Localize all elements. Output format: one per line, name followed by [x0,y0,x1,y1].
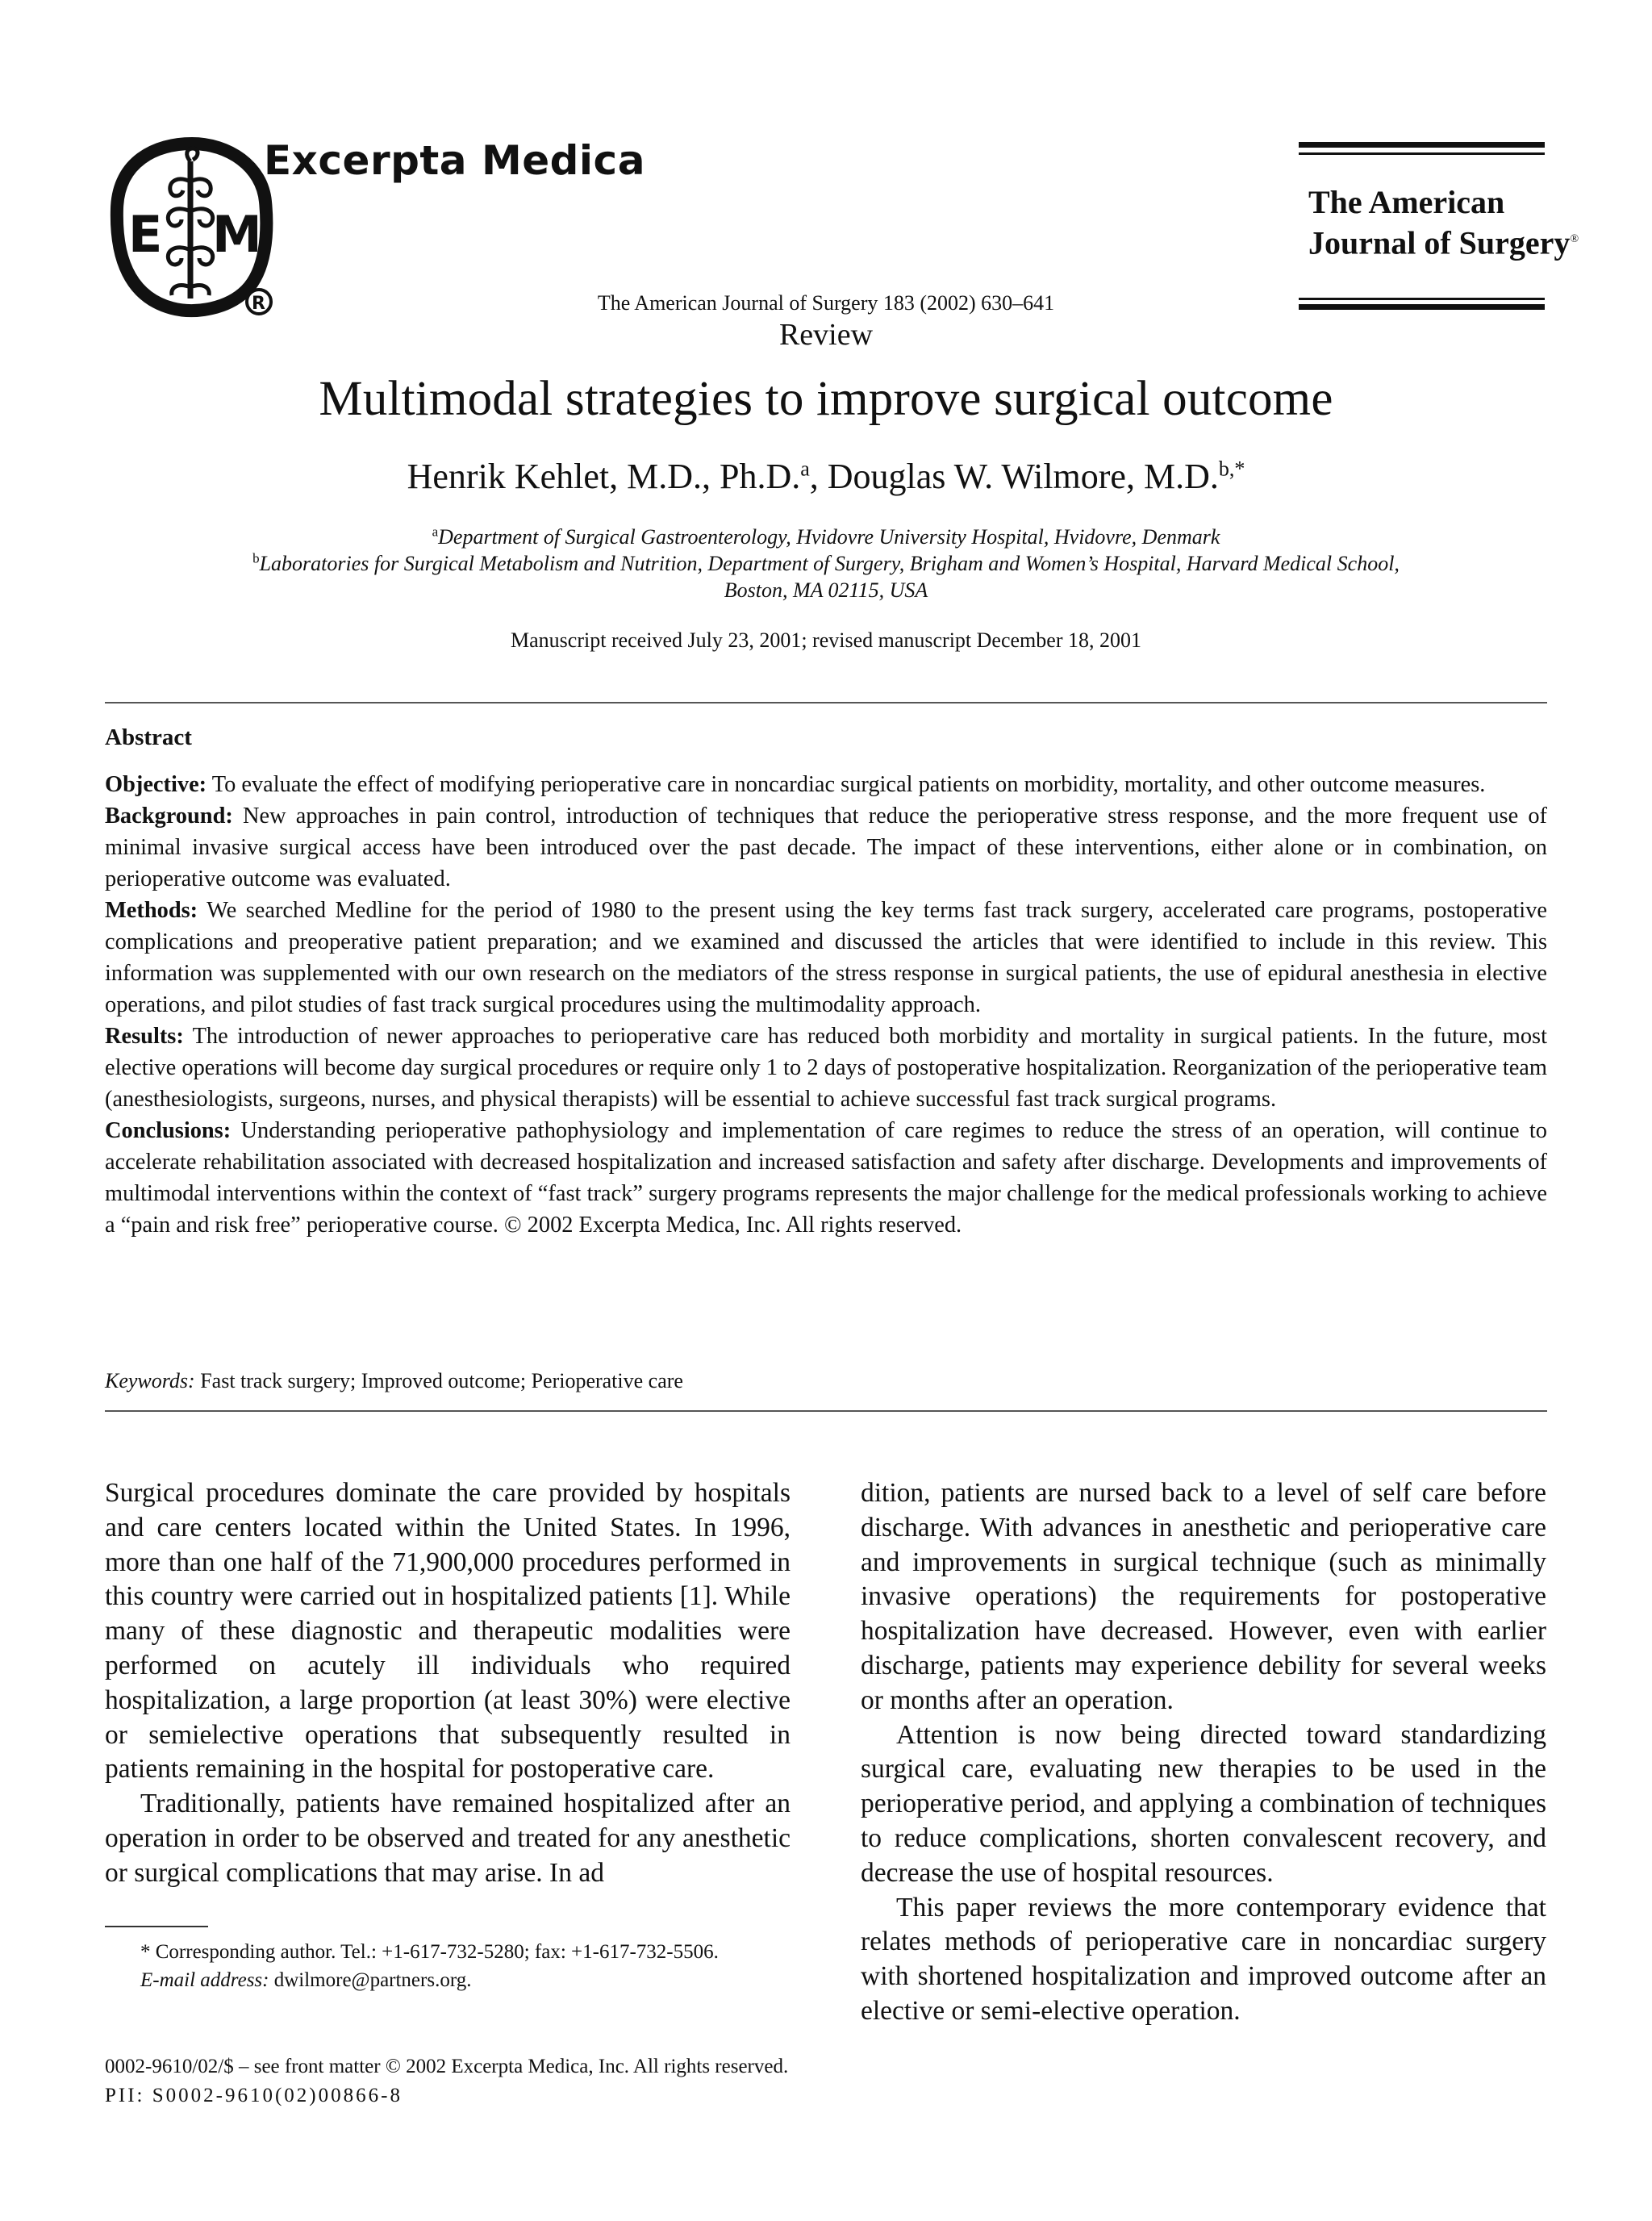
body-paragraph: Traditionally, patients have remained hospitalized after an operation in order to be observed and treated for any anesthetic or surgical complications that may arise. In ad [105,1789,791,1888]
abstract-section-label: Background: [105,804,233,829]
author-name: Douglas W. Wilmore, M.D. [827,457,1219,496]
journal-rule-top [1299,142,1545,148]
keywords-text: Fast track surgery; Improved outcome; Perioperative care [194,1369,683,1392]
abstract-conclusions [105,1115,1547,1241]
email-address[interactable]: dwilmore@partners.org. [269,1969,472,1991]
abstract-body [105,769,1547,1241]
body-column-right [861,1476,1546,2029]
issn-line: 0002-9610/02/$ – see front matter © 2002 Excerpta Medica, Inc. All rights reserved. [105,2056,789,2077]
journal-brand-mark: ® [1570,233,1579,245]
journal-brand-line2 [1308,221,1579,261]
email-note [105,1966,791,1994]
abstract-section-text: New approaches in pain control, introduction of techniques that reduce the perioperative stress response, and the more frequent use of minimal invasive surgical access have been introduced over the past decade. The impact of these interventions, either alone or in combination, on perioperative outcome was evaluated. [105,804,1547,891]
journal-brand-line1: The American [1308,184,1505,220]
abstract-section-label: Conclusions: [105,1118,232,1143]
body-column-left [105,1476,791,1891]
svg-text:R: R [252,294,265,314]
keywords [105,1369,683,1393]
author-name: Henrik Kehlet, M.D., Ph.D. [407,457,801,496]
abstract-heading: Abstract [105,724,192,750]
affiliation-mark: a [432,524,439,540]
corresponding-author-note: * Corresponding author. Tel.: +1-617-732-5280; fax: +1-617-732-5506. [140,1941,719,1963]
journal-citation-text: The American Journal of Surgery 183 (2002) 630–641 [597,291,1055,315]
abstract-section-label: Results: [105,1024,184,1049]
affiliation-text: Laboratories for Surgical Metabolism and Nutrition, Department of Surgery, Brigham and Women’s Hospital, Harvard Medical School, [259,552,1400,575]
footnote-rule [105,1926,208,1927]
footnote [105,1938,791,1994]
divider [105,1410,1547,1412]
abstract-section-text: The introduction of newer approaches to perioperative care has reduced both morbidity and mortality in surgical patients. In the future, most elective operations will become day surgical procedures or require only 1 to 2 days of postoperative hospitalization. Reorganization of the perioperative team (anesthesiologists, surgeons, nurses, and physical therapists) will be essential to achieve successful fast track surgical programs. [105,1024,1547,1112]
journal-citation [0,291,1652,315]
manuscript-dates: Manuscript received July 23, 2001; revised manuscript December 18, 2001 [511,628,1141,652]
abstract-section-text: To evaluate the effect of modifying perioperative care in noncardiac surgical patients on morbidity, mortality, and other outcome measures. [206,772,1486,797]
email-label: E-mail address: [140,1969,269,1991]
abstract-background [105,800,1547,895]
author-affiliation-mark: a [800,457,810,481]
abstract-section-text: We searched Medline for the period of 1980 to the present using the key terms fast track surgery, accelerated care programs, postoperative complications and preoperative patient preparation; and we examined and discussed the articles that were identified to include in this review. This information was supplemented with our own research on the mediators of the stress response in surgical patients, the use of epidural anesthesia in elective operations, and pilot studies of fast track surgical procedures using the multimodality approach. [105,898,1547,1017]
body-paragraph: dition, patients are nursed back to a level of self care before discharge. With advances in anesthetic and perioperative care and improvements in surgical technique (such as minimally invasive operations) the requirements for postoperative hospitalization have decreased. However, even with earlier discharge, patients may experience debility for several weeks or months after an operation. [861,1478,1546,1715]
body-paragraph: This paper reviews the more contemporary evidence that relates methods of perioperative care in noncardiac surgery with shortened hospitalization and improved outcome after an elective or semi-elective operation. [861,1892,1546,2026]
author-affiliation-mark: b,* [1218,457,1245,481]
journal-brand-line2-text: Journal of Surgery [1308,224,1571,261]
abstract-section-label: Methods: [105,898,198,923]
author-list [0,456,1652,497]
journal-rule-top-thin [1299,152,1545,155]
affiliation-mark: b [252,550,260,566]
journal-brand [1308,184,1579,261]
affiliation-text: Department of Surgical Gastroenterology, Hvidovre University Hospital, Hvidovre, Denmark [438,525,1220,549]
abstract-methods [105,895,1547,1021]
svg-text:E: E [128,205,163,264]
abstract-section-label: Objective: [105,772,207,797]
affiliation-b-line2: Boston, MA 02115, USA [724,578,928,602]
body-paragraph: Surgical procedures dominate the care provided by hospitals and care centers located within the United States. In 1996, more than one half of the 71,900,000 procedures performed in this country were carried out in hospitalized patients [1]. While many of these diagnostic and therapeutic modalities were performed on acutely ill individuals who required hospitalization, a large proportion (at least 30%) were elective or semielective operations that subsequently resulted in patients remaining in the hospital for postoperative care. [105,1478,791,1785]
body-paragraph: Attention is now being directed toward standardizing surgical care, evaluating new therapies to be used in the perioperative period, and applying a combination of techniques to reduce complications, shorten convalescent recovery, and decrease the use of hospital resources. [861,1719,1546,1888]
affiliation-a [0,525,1652,549]
article-title: Multimodal strategies to improve surgical outcome [319,372,1333,426]
article-type: Review [778,318,874,352]
keywords-label: Keywords: [105,1369,195,1392]
pii-line: PII: S0002-9610(02)00866-8 [105,2085,403,2106]
abstract-results [105,1021,1547,1115]
svg-text:M: M [212,205,262,264]
abstract-section-text: Understanding perioperative pathophysiology and implementation of care regimes to reduce the stress of an operation, will continue to accelerate rehabilitation associated with decreased hospitalization and increased satisfaction and safety after discharge. Developments and improvements of multimodal interventions within the context of “fast track” surgery programs represents the major challenge for the medical professionals working to achieve a “pain and risk free” perioperative course. © 2002 Excerpta Medica, Inc. All rights reserved. [105,1118,1547,1238]
abstract-objective [105,769,1547,800]
affiliation-b [0,552,1652,576]
publisher-name: Excerpta Medica [264,137,645,184]
author-separator: , [809,457,828,496]
divider [105,702,1547,703]
